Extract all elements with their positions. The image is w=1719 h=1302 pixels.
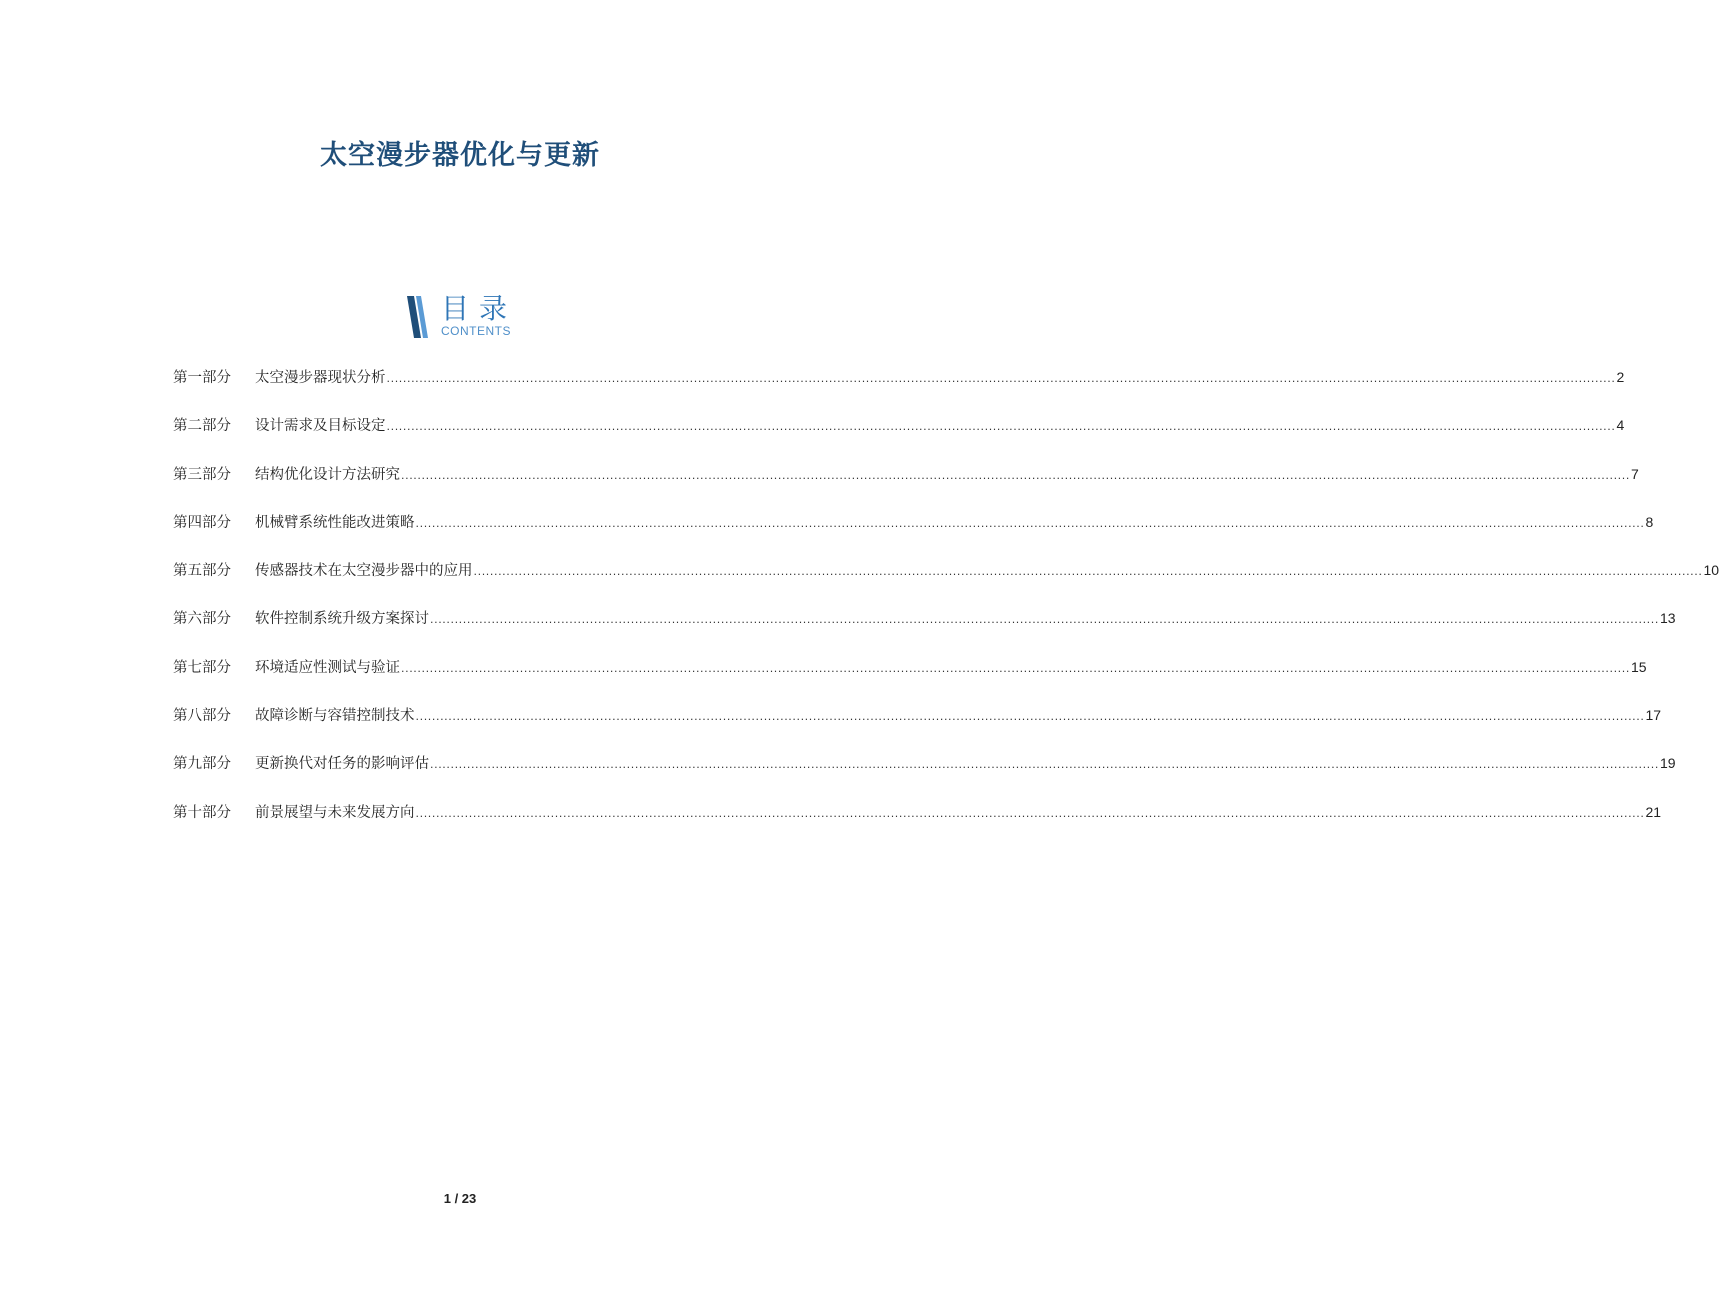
toc-part-label: 第一部分 (173, 370, 231, 386)
toc-page-number: 10 (1703, 562, 1719, 579)
toc-entry-title: 结构优化设计方法研究 (255, 466, 400, 483)
toc-entry-title: 更新换代对任务的影响评估 (255, 756, 429, 773)
toc-leader-dots: ............................................................................................................................................................................................................................................................................................................ (386, 372, 1616, 385)
toc-entry-title: 太空漫步器现状分析 (255, 370, 386, 386)
toc-page-number: 2 (1616, 369, 1625, 385)
toc-entry-7[interactable] (173, 656, 1647, 704)
toc-leader-dots: ............................................................................................................................................................................................................................................................................................................ (430, 758, 1659, 772)
toc-leader-dots: ............................................................................................................................................................................................................................................................................................................ (430, 613, 1659, 627)
toc-entry-2[interactable] (173, 414, 1625, 462)
toc-entry-6[interactable] (173, 607, 1676, 655)
toc-entry-title: 软件控制系统升级方案探讨 (255, 611, 429, 628)
toc-page-number: 17 (1645, 707, 1662, 724)
toc-page-number: 7 (1630, 465, 1639, 482)
book-stripe-icon (405, 296, 431, 338)
toc-entry-3[interactable] (173, 463, 1639, 511)
toc-leader-dots: ............................................................................................................................................................................................................................................................................................................ (415, 710, 1645, 724)
toc-part-label: 第三部分 (173, 466, 231, 483)
toc-entry-title: 设计需求及目标设定 (255, 418, 386, 435)
toc-leader-dots: ............................................................................................................................................................................................................................................................................................................ (473, 565, 1703, 579)
toc-header (0, 293, 920, 343)
toc-part-label: 第六部分 (173, 611, 231, 628)
toc-page-number: 19 (1659, 755, 1676, 772)
toc-part-label: 第二部分 (173, 418, 231, 435)
toc-page-number: 13 (1659, 610, 1676, 627)
toc-entry-5[interactable] (173, 559, 1719, 607)
toc-part-label: 第四部分 (173, 514, 231, 531)
toc-part-label: 第十部分 (173, 804, 231, 821)
document-title: 太空漫步器优化与更新 (320, 140, 600, 172)
toc-entry-title: 环境适应性测试与验证 (255, 659, 400, 676)
toc-page-number: 21 (1645, 803, 1662, 820)
toc-entry-8[interactable] (173, 704, 1662, 752)
toc-entry-title: 前景展望与未来发展方向 (255, 804, 415, 821)
toc-page-number: 8 (1645, 513, 1654, 530)
toc-part-label: 第五部分 (173, 563, 231, 580)
toc-entry-title: 故障诊断与容错控制技术 (255, 708, 415, 725)
table-of-contents (173, 366, 1719, 849)
toc-entry-9[interactable] (173, 752, 1676, 800)
toc-part-label: 第八部分 (173, 708, 231, 725)
toc-entry-1[interactable] (173, 366, 1625, 414)
toc-entry-title: 传感器技术在太空漫步器中的应用 (255, 563, 473, 580)
toc-leader-dots: ............................................................................................................................................................................................................................................................................................................ (386, 420, 1616, 434)
toc-page-number: 4 (1616, 417, 1625, 434)
toc-part-label: 第七部分 (173, 659, 231, 676)
toc-leader-dots: ............................................................................................................................................................................................................................................................................................................ (415, 806, 1645, 820)
toc-leader-dots: ............................................................................................................................................................................................................................................................................................................ (415, 516, 1645, 530)
toc-heading: 目录 (441, 292, 518, 325)
toc-subheading: CONTENTS (441, 324, 511, 338)
toc-leader-dots: ............................................................................................................................................................................................................................................................................................................ (401, 661, 1630, 675)
toc-part-label: 第九部分 (173, 756, 231, 773)
toc-leader-dots: ............................................................................................................................................................................................................................................................................................................ (401, 468, 1630, 482)
toc-page-number: 15 (1630, 658, 1647, 675)
toc-entry-title: 机械臂系统性能改进策略 (255, 514, 415, 531)
toc-entry-10[interactable] (173, 801, 1662, 849)
page-indicator: 1 / 23 (443, 1191, 477, 1206)
toc-entry-4[interactable] (173, 511, 1654, 559)
